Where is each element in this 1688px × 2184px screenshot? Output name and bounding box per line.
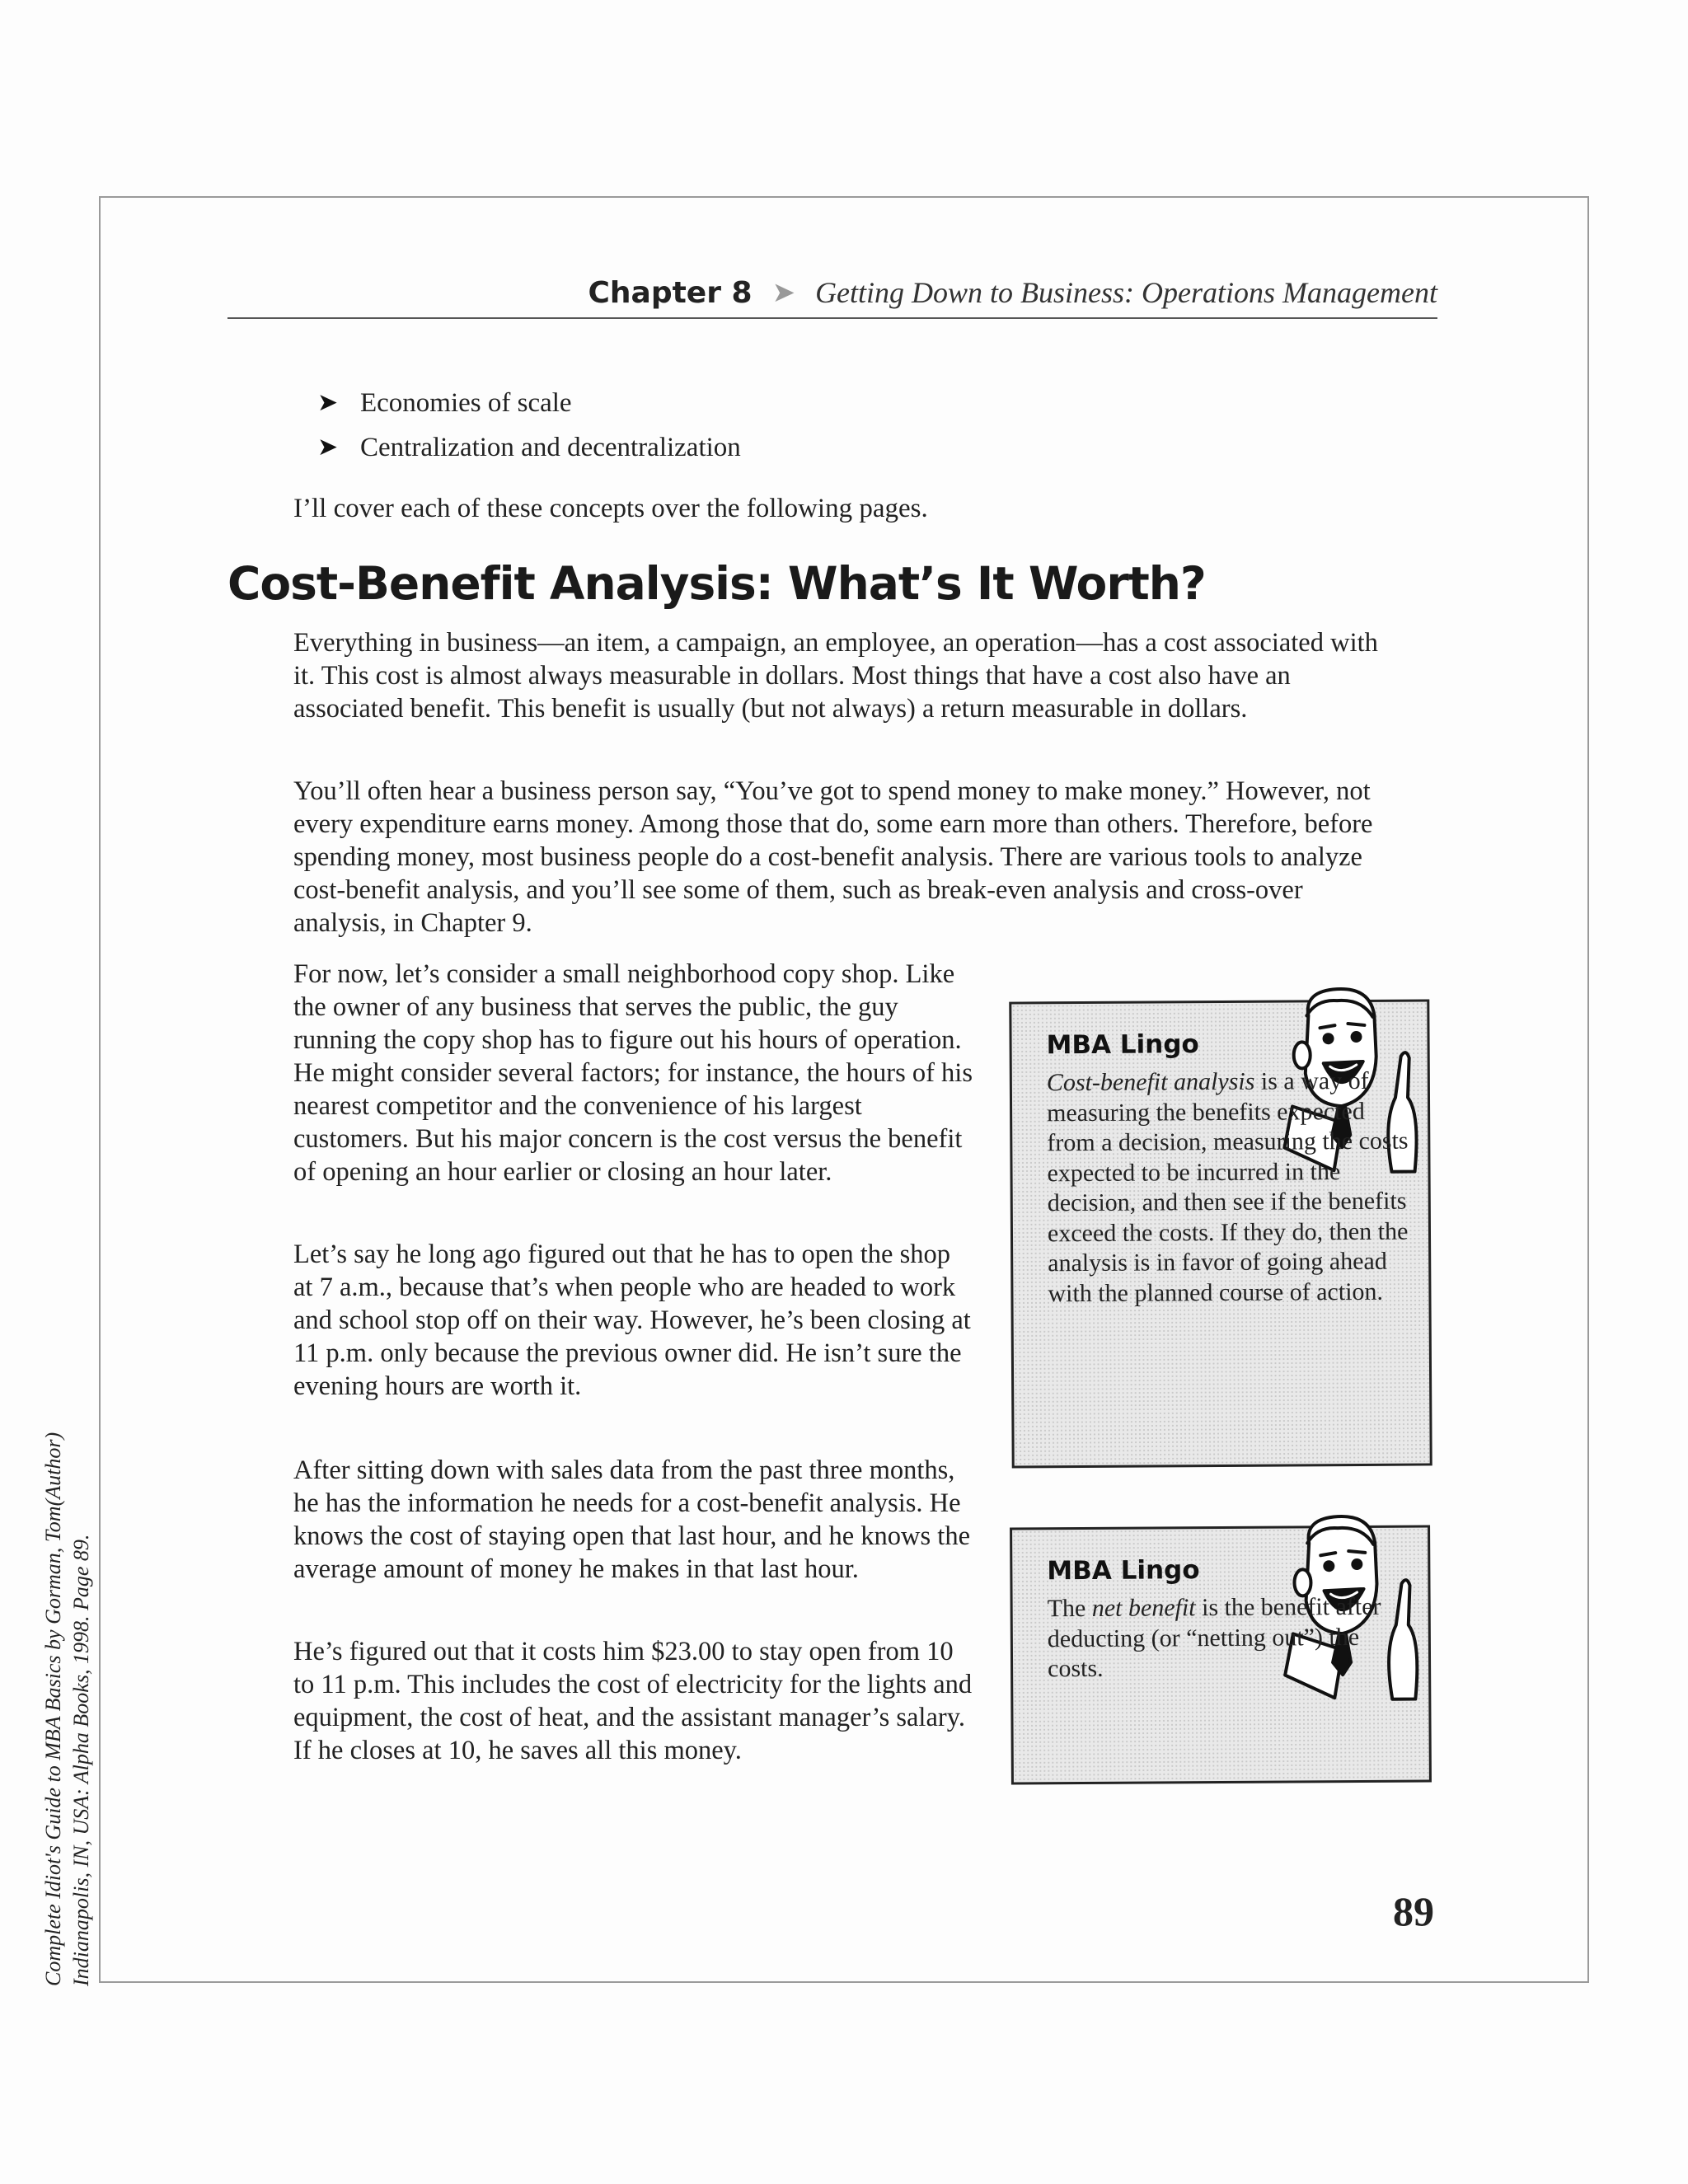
bullet-arrow-icon: ➤: [317, 389, 339, 416]
bullet-text: Centralization and decentralization: [360, 433, 741, 462]
defined-term: Cost-benefit analysis: [1046, 1067, 1255, 1097]
sidebar-title: MBA Lingo: [1047, 1555, 1200, 1586]
bullet-text: Economies of scale: [360, 388, 572, 418]
section-heading: Cost-Benefit Analysis: What’s It Worth?: [227, 557, 1206, 610]
mba-lingo-sidebar-net-benefit: [1010, 1525, 1432, 1784]
citation-line-1: Complete Idiot's Guide to MBA Basics by Gorman, Tom(Author): [41, 1432, 65, 1986]
intro-paragraph: I’ll cover each of these concepts over the following pages.: [293, 494, 928, 523]
citation-line-2: Indianapolis, IN, USA: Alpha Books, 1998. Page 89.: [69, 1534, 93, 1986]
definition-text: is a way of measuring the benefits expected from a decision, measuring the costs expected to be incurred in the decision, and then see if the benefits exceed the costs. If they do, then the analysis is in favor of going ahead with the planned course of action.: [1046, 1066, 1409, 1307]
paragraph-5: After sitting down with sales data from the past three months, he has the information he needs for a cost-benefit analysis. He knows the cost of staying open that last hour, and he knows the average amount of money he makes in that last hour.: [293, 1455, 970, 1584]
sidebar-definition: [1047, 1066, 1411, 1310]
bullet-arrow-icon: ➤: [317, 434, 339, 461]
arrow-icon: ➤: [771, 278, 796, 308]
mba-lingo-sidebar-cost-benefit: [1009, 999, 1432, 1468]
paragraph-1: Everything in business—an item, a campaign, an employee, an operation—has a cost associated with it. This cost is almost always measurable in dollars. Most things that have a cost also have an associated benefit. This benefit is usually (but not always) a return measurable in dollars.: [293, 628, 1378, 724]
sidebar-title: MBA Lingo: [1046, 1029, 1199, 1061]
chapter-title: Getting Down to Business: Operations Management: [815, 276, 1437, 309]
paragraph-3: For now, let’s consider a small neighborhood copy shop. Like the owner of any business that serves the public, the guy running the copy shop has to figure out his hours of operation. He might consider several factors; for instance, the hours of his nearest competitor and the convenience of his largest customers. But his major concern is the cost versus the benefit of opening an hour earlier or closing an hour later.: [293, 959, 973, 1187]
list-item: [317, 381, 741, 425]
chapter-label: Chapter 8: [588, 275, 753, 310]
definition-prefix: The: [1047, 1594, 1092, 1623]
side-citation: [40, 1360, 96, 1986]
page-number: 89: [1393, 1888, 1434, 1934]
sidebar-definition: [1048, 1592, 1411, 1685]
defined-term: net benefit: [1091, 1594, 1196, 1622]
running-head: [227, 268, 1437, 319]
paragraph-2: You’ll often hear a business person say, “You’ve got to spend money to make money.” However, not every expenditure earns money. Among those that do, some earn more than others. Therefore, before spending money, most business people do a cost-benefit analysis. There are various tools to analyze cost-benefit analysis, and you’ll see some of them, such as break-even analysis and cross-over analysis, in Chapter 9.: [293, 776, 1373, 938]
paragraph-6: He’s figured out that it costs him $23.00 to stay open from 10 to 11 p.m. This includes the cost of electricity for the lights and equipment, the cost of heat, and the assistant manager’s salary. If he closes at 10, he saves all this money.: [293, 1637, 973, 1765]
bullet-list: [317, 381, 741, 470]
paragraph-4: Let’s say he long ago figured out that he has to open the shop at 7 a.m., because that’s when people who are headed to work and school stop off on their way. However, he’s been closing at 11 p.m. only because the previous owner did. He isn’t sure the evening hours are worth it.: [293, 1240, 971, 1401]
list-item: [317, 425, 741, 470]
definition-text: is the benefit after deducting (or “netting out”) the costs.: [1047, 1592, 1381, 1683]
